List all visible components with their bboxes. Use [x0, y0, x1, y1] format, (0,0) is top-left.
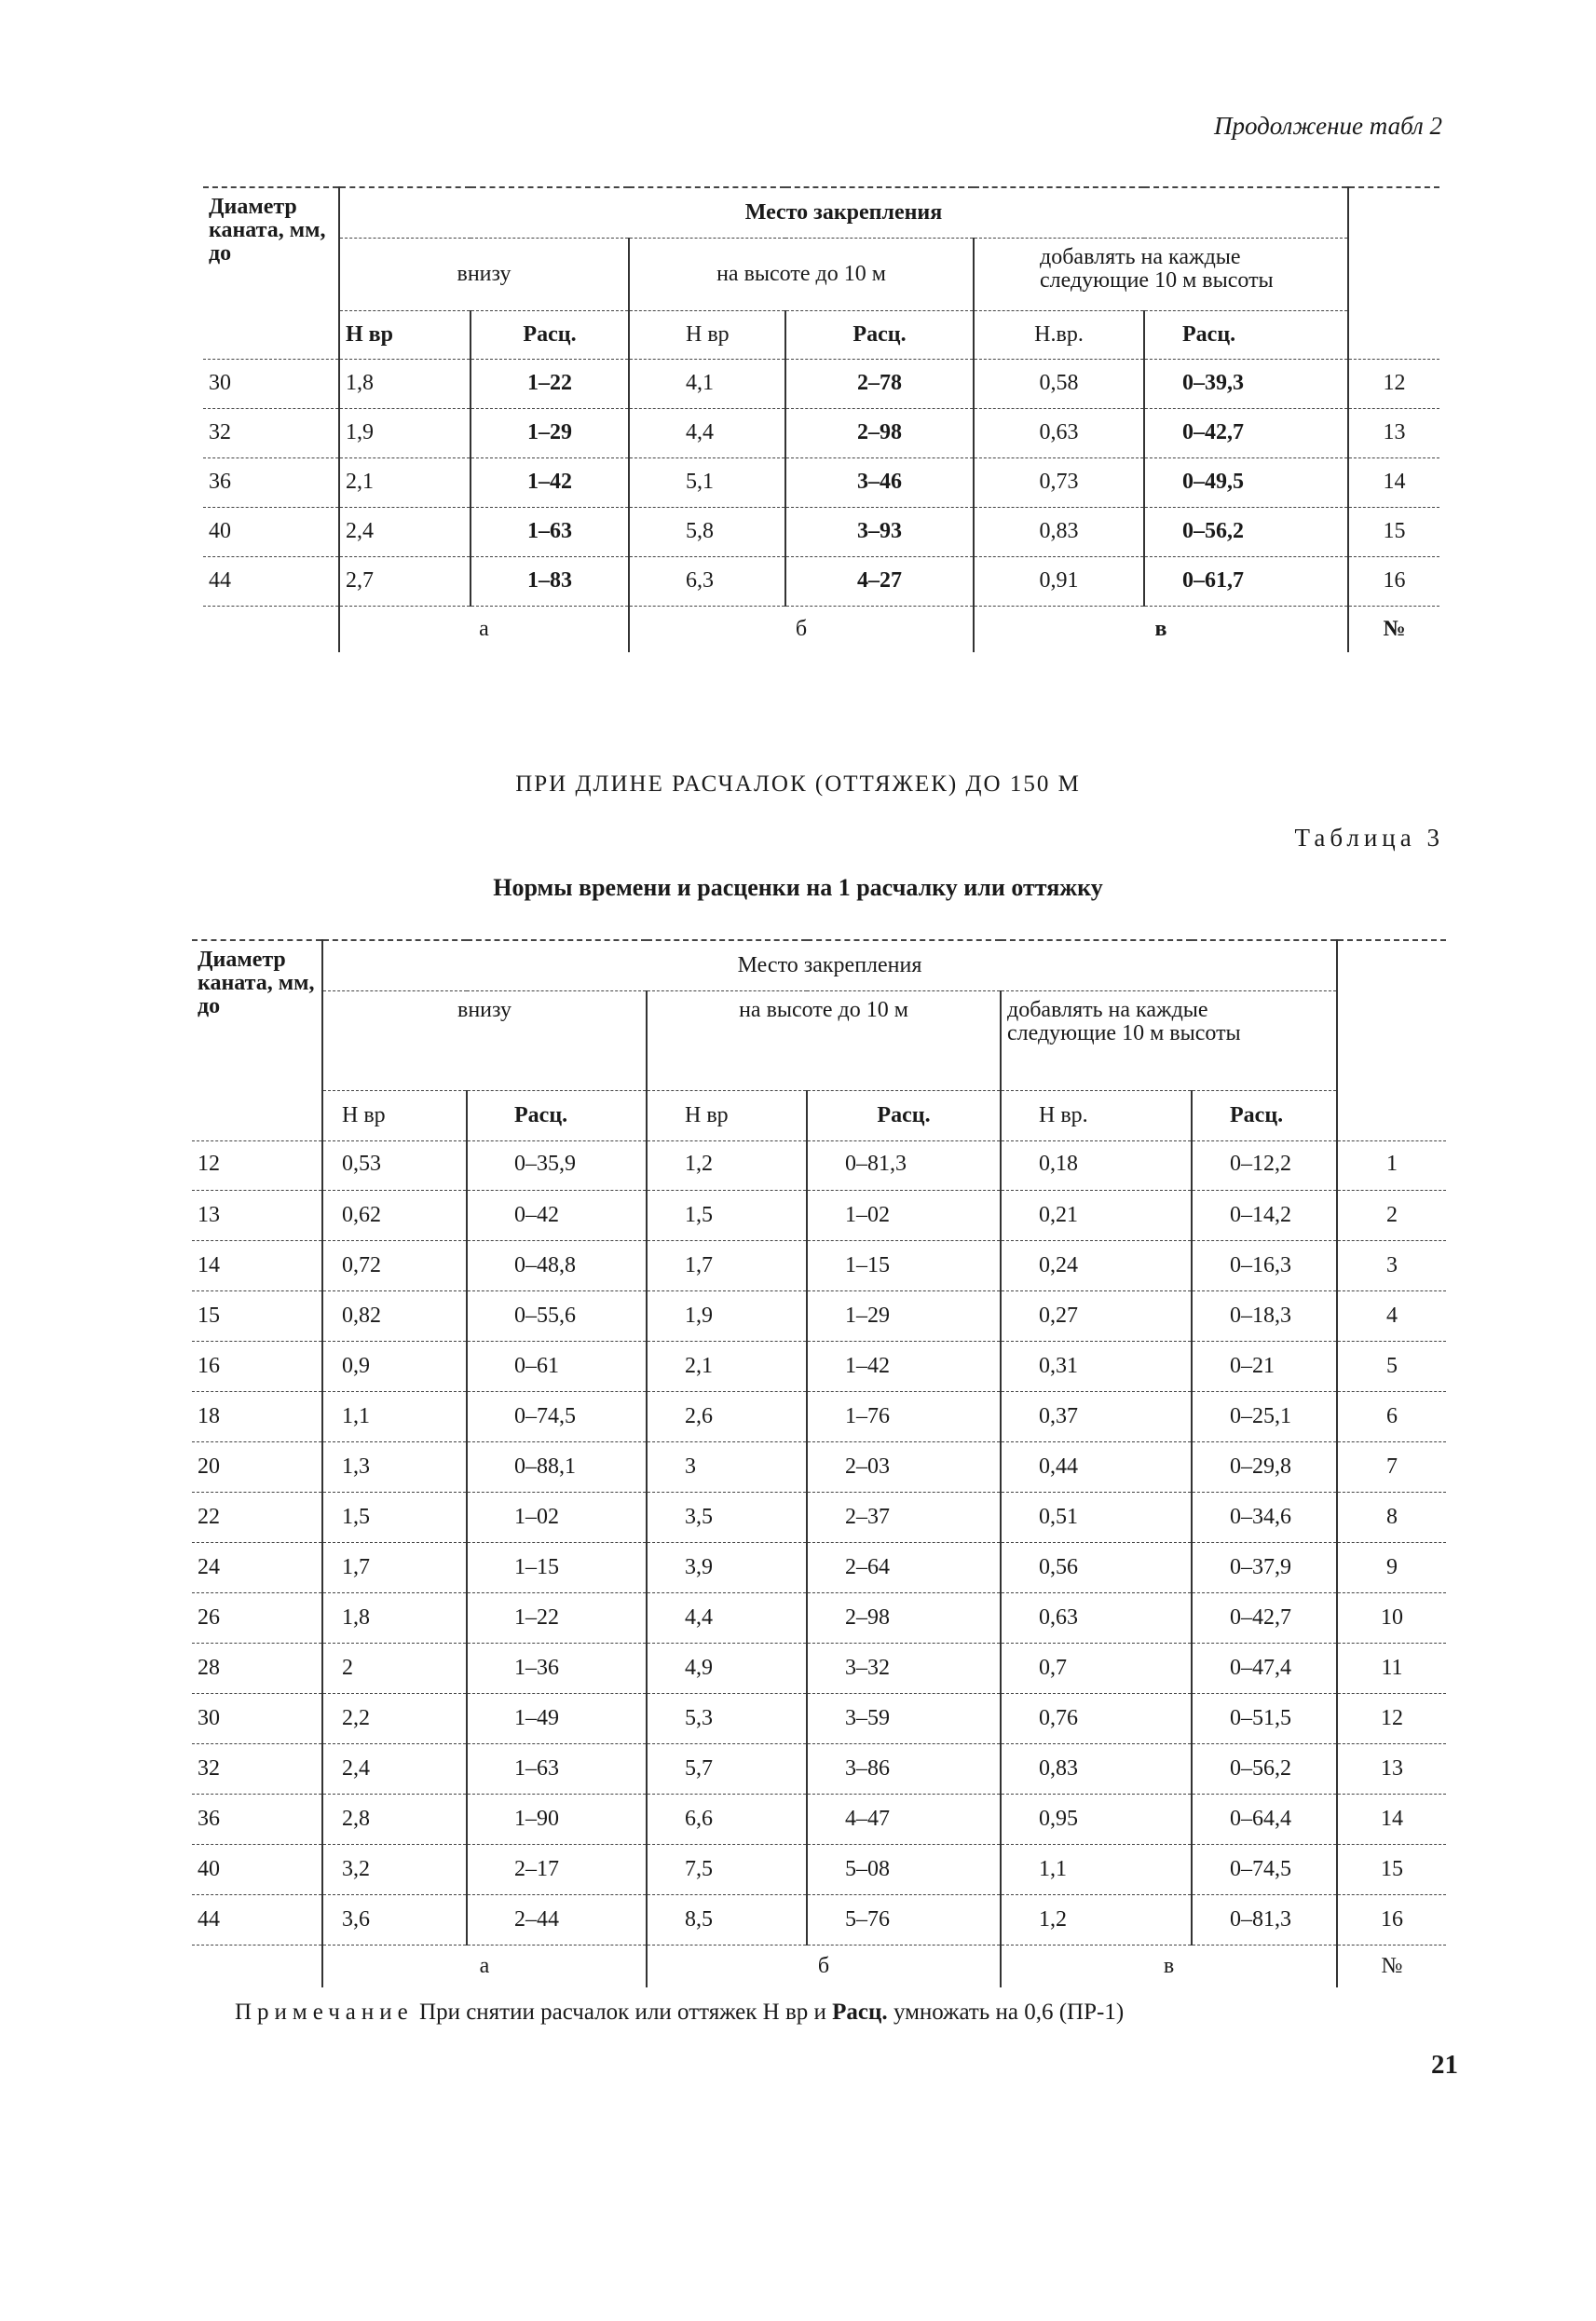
cell-diameter: 40: [192, 1844, 322, 1894]
footer-label: а: [339, 606, 629, 652]
cell-hvr: 0,76: [1001, 1693, 1192, 1743]
table-row: [203, 457, 1439, 507]
cell-rate: 1–29: [807, 1290, 1001, 1341]
table-row: [203, 507, 1439, 556]
cell-diameter: 36: [203, 457, 339, 507]
table-row: [192, 1592, 1446, 1643]
cell-hvr: 2,6: [647, 1391, 807, 1441]
cell-rate: 0–16,3: [1192, 1240, 1337, 1290]
cell-rate: 0–56,2: [1192, 1743, 1337, 1794]
cell-rate: 1–76: [807, 1391, 1001, 1441]
table-3: [192, 939, 1446, 1141]
cell-rate: 5–08: [807, 1844, 1001, 1894]
cell-rate: 0–61: [467, 1341, 647, 1391]
cell-rate: 0–12,2: [1192, 1140, 1337, 1190]
mounting-place-header: Место закрепления: [339, 187, 1348, 238]
cell-rate: 2–98: [807, 1592, 1001, 1643]
cell-rate: 3–46: [785, 457, 974, 507]
cell-diameter: 36: [192, 1794, 322, 1844]
cell-diameter: 28: [192, 1643, 322, 1693]
cell-rate: 0–18,3: [1192, 1290, 1337, 1341]
note-bold: Расц.: [832, 2000, 888, 2025]
cell-diameter: 44: [203, 556, 339, 606]
cell-row-number: 7: [1337, 1441, 1446, 1492]
cell-hvr: 0,83: [974, 507, 1144, 556]
subheader: Расц.: [1192, 1090, 1337, 1140]
cell-row-number: 2: [1337, 1190, 1446, 1240]
cell-rate: 0–49,5: [1144, 457, 1348, 507]
cell-rate: 0–35,9: [467, 1140, 647, 1190]
subheader: Н вр.: [1001, 1090, 1192, 1140]
note-text: При снятии расчалок или оттяжек Н вр и: [419, 2000, 826, 2025]
cell-hvr: 0,9: [322, 1341, 467, 1391]
cell-hvr: 1,2: [647, 1140, 807, 1190]
cell-rate: 0–48,8: [467, 1240, 647, 1290]
subheader: Н вр: [647, 1090, 807, 1140]
cell-hvr: 2,1: [339, 457, 471, 507]
cell-rate: 0–21: [1192, 1341, 1337, 1391]
footer-label: б: [647, 1945, 1001, 1987]
cell-rate: 1–63: [471, 507, 629, 556]
footer-label: №: [1381, 1953, 1403, 1978]
cell-hvr: 0,37: [1001, 1391, 1192, 1441]
cell-rate: 2–37: [807, 1492, 1001, 1542]
note-rest: умножать на 0,6 (ПР-1): [893, 2000, 1125, 2025]
cell-hvr: 2,4: [322, 1743, 467, 1794]
cell-rate: 1–42: [807, 1341, 1001, 1391]
table-row: [192, 1441, 1446, 1492]
cell-rate: 5–76: [807, 1894, 1001, 1945]
subheader: Расц.: [807, 1090, 1001, 1140]
cell-hvr: 0,63: [1001, 1592, 1192, 1643]
cell-rate: 1–42: [471, 457, 629, 507]
cell-hvr: 0,53: [322, 1140, 467, 1190]
table-row: [192, 1240, 1446, 1290]
cell-row-number: 6: [1337, 1391, 1446, 1441]
cell-hvr: 2: [322, 1643, 467, 1693]
cell-hvr: 0,21: [1001, 1190, 1192, 1240]
cell-hvr: 3,5: [647, 1492, 807, 1542]
cell-diameter: 15: [192, 1290, 322, 1341]
cell-hvr: 0,31: [1001, 1341, 1192, 1391]
subheader: Н вр: [339, 310, 471, 359]
cell-hvr: 1,3: [322, 1441, 467, 1492]
cell-row-number: 15: [1348, 507, 1439, 556]
cell-hvr: 0,72: [322, 1240, 467, 1290]
cell-diameter: 18: [192, 1391, 322, 1441]
subheader: Н вр: [629, 310, 785, 359]
cell-row-number: 13: [1337, 1743, 1446, 1794]
cell-row-number: 8: [1337, 1492, 1446, 1542]
table-label: Таблица 3: [1294, 824, 1444, 852]
cell-hvr: 2,8: [322, 1794, 467, 1844]
cell-hvr: 0,7: [1001, 1643, 1192, 1693]
table-row: [203, 556, 1439, 606]
cell-hvr: 1,2: [1001, 1894, 1192, 1945]
cell-row-number: 10: [1337, 1592, 1446, 1643]
table-row: [192, 1140, 1446, 1190]
cell-rate: 0–88,1: [467, 1441, 647, 1492]
group-each-10m: добавлять на каждые следующие 10 м высоты: [974, 238, 1348, 310]
table-row: [192, 1693, 1446, 1743]
cell-row-number: 4: [1337, 1290, 1446, 1341]
cell-rate: 1–15: [807, 1240, 1001, 1290]
cell-diameter: 12: [192, 1140, 322, 1190]
cell-rate: 0–55,6: [467, 1290, 647, 1341]
cell-hvr: 6,6: [647, 1794, 807, 1844]
cell-rate: 3–59: [807, 1693, 1001, 1743]
cell-row-number: 12: [1348, 359, 1439, 408]
cell-diameter: 13: [192, 1190, 322, 1240]
table-row: [192, 1844, 1446, 1894]
cell-hvr: 1,1: [1001, 1844, 1192, 1894]
cell-rate: 0–61,7: [1144, 556, 1348, 606]
cell-diameter: 22: [192, 1492, 322, 1542]
cell-rate: 1–36: [467, 1643, 647, 1693]
cell-hvr: 3,2: [322, 1844, 467, 1894]
group-height-10m: на высоте до 10 м: [629, 238, 974, 310]
cell-row-number: 11: [1337, 1643, 1446, 1693]
cell-rate: 3–32: [807, 1643, 1001, 1693]
cell-rate: 2–17: [467, 1844, 647, 1894]
cell-rate: 0–81,3: [1192, 1894, 1337, 1945]
cell-hvr: 1,7: [322, 1542, 467, 1592]
group-bottom: внизу: [322, 990, 647, 1090]
cell-hvr: 8,5: [647, 1894, 807, 1945]
note: [235, 2000, 1124, 2026]
subheader: Расц.: [467, 1090, 647, 1140]
group-height-10m: на высоте до 10 м: [647, 990, 1001, 1090]
cell-diameter: 32: [203, 408, 339, 457]
note-prefix: Примечание: [235, 2000, 414, 2025]
cell-rate: 2–64: [807, 1542, 1001, 1592]
table-row: [192, 1391, 1446, 1441]
cell-rate: 0–81,3: [807, 1140, 1001, 1190]
cell-row-number: 9: [1337, 1542, 1446, 1592]
cell-row-number: 15: [1337, 1844, 1446, 1894]
footer-label: в: [1001, 1945, 1337, 1987]
cell-diameter: 20: [192, 1441, 322, 1492]
cell-hvr: 1,8: [322, 1592, 467, 1643]
table-row: [192, 1743, 1446, 1794]
cell-hvr: 2,2: [322, 1693, 467, 1743]
group-each-10m: добавлять на каждые следующие 10 м высоты: [1001, 990, 1337, 1090]
table-row: [192, 1643, 1446, 1693]
cell-hvr: 2,4: [339, 507, 471, 556]
cell-rate: 0–29,8: [1192, 1441, 1337, 1492]
cell-diameter: 30: [203, 359, 339, 408]
cell-hvr: 1,7: [647, 1240, 807, 1290]
cell-rate: 2–44: [467, 1894, 647, 1945]
cell-rate: 1–02: [467, 1492, 647, 1542]
cell-row-number: 14: [1348, 457, 1439, 507]
cell-hvr: 0,18: [1001, 1140, 1192, 1190]
cell-rate: 3–86: [807, 1743, 1001, 1794]
cell-hvr: 4,4: [647, 1592, 807, 1643]
cell-hvr: 0,56: [1001, 1542, 1192, 1592]
cell-rate: 1–49: [467, 1693, 647, 1743]
cell-row-number: 3: [1337, 1240, 1446, 1290]
cell-rate: 2–78: [785, 359, 974, 408]
cell-diameter: 14: [192, 1240, 322, 1290]
cell-rate: 1–29: [471, 408, 629, 457]
table-row: [192, 1341, 1446, 1391]
table-row: [192, 1492, 1446, 1542]
cell-rate: 0–14,2: [1192, 1190, 1337, 1240]
footer-label: а: [322, 1945, 647, 1987]
cell-hvr: 4,1: [629, 359, 785, 408]
cell-hvr: 2,1: [647, 1341, 807, 1391]
cell-row-number: 12: [1337, 1693, 1446, 1743]
cell-rate: 1–90: [467, 1794, 647, 1844]
subheader: Расц.: [785, 310, 974, 359]
mounting-place-header: Место закрепления: [322, 940, 1337, 990]
cell-hvr: 3: [647, 1441, 807, 1492]
cell-hvr: 0,44: [1001, 1441, 1192, 1492]
table-footer-row: [203, 606, 1439, 652]
cell-hvr: 3,9: [647, 1542, 807, 1592]
cell-hvr: 5,7: [647, 1743, 807, 1794]
diameter-header: Диаметр каната, мм, до: [203, 187, 339, 359]
table-row: [192, 1190, 1446, 1240]
cell-hvr: 0,91: [974, 556, 1144, 606]
cell-rate: 0–42: [467, 1190, 647, 1240]
cell-hvr: 1,1: [322, 1391, 467, 1441]
continuation-label: Продолжение табл 2: [1213, 112, 1442, 140]
table-2: [203, 186, 1439, 652]
cell-hvr: 0,63: [974, 408, 1144, 457]
cell-diameter: 16: [192, 1341, 322, 1391]
cell-rate: 0–47,4: [1192, 1643, 1337, 1693]
cell-hvr: 0,95: [1001, 1794, 1192, 1844]
cell-rate: 1–63: [467, 1743, 647, 1794]
cell-rate: 0–56,2: [1144, 507, 1348, 556]
cell-rate: 1–15: [467, 1542, 647, 1592]
footer-label: №: [1383, 616, 1406, 641]
section-title: ПРИ ДЛИНЕ РАСЧАЛОК (ОТТЯЖЕК) ДО 150 М: [515, 771, 1081, 797]
diameter-header: Диаметр каната, мм, до: [192, 940, 322, 1140]
cell-hvr: 0,73: [974, 457, 1144, 507]
cell-row-number: 16: [1337, 1894, 1446, 1945]
subheader: Н.вр.: [974, 310, 1144, 359]
subheader: Расц.: [471, 310, 629, 359]
cell-rate: 1–22: [471, 359, 629, 408]
cell-hvr: 0,83: [1001, 1743, 1192, 1794]
cell-hvr: 0,24: [1001, 1240, 1192, 1290]
group-bottom: внизу: [339, 238, 629, 310]
subheader: Н вр: [322, 1090, 467, 1140]
cell-hvr: 3,6: [322, 1894, 467, 1945]
cell-hvr: 4,9: [647, 1643, 807, 1693]
table-caption: Нормы времени и расценки на 1 расчалку или оттяжку: [493, 874, 1103, 901]
table-row: [192, 1894, 1446, 1945]
cell-rate: 0–51,5: [1192, 1693, 1337, 1743]
cell-row-number: 13: [1348, 408, 1439, 457]
cell-rate: 2–03: [807, 1441, 1001, 1492]
table-row: [192, 1542, 1446, 1592]
cell-hvr: 1,5: [647, 1190, 807, 1240]
table-row: [192, 1794, 1446, 1844]
cell-hvr: 1,9: [339, 408, 471, 457]
subheader: Расц.: [1144, 310, 1348, 359]
cell-row-number: 1: [1337, 1140, 1446, 1190]
cell-hvr: 2,7: [339, 556, 471, 606]
cell-rate: 0–74,5: [467, 1391, 647, 1441]
cell-rate: 0–42,7: [1192, 1592, 1337, 1643]
cell-row-number: 14: [1337, 1794, 1446, 1844]
cell-hvr: 6,3: [629, 556, 785, 606]
footer-label: в: [974, 606, 1348, 652]
cell-rate: 0–25,1: [1192, 1391, 1337, 1441]
cell-rate: 1–22: [467, 1592, 647, 1643]
cell-hvr: 5,3: [647, 1693, 807, 1743]
cell-hvr: 0,82: [322, 1290, 467, 1341]
cell-hvr: 1,5: [322, 1492, 467, 1542]
table-row: [203, 408, 1439, 457]
cell-rate: 4–47: [807, 1794, 1001, 1844]
cell-row-number: 5: [1337, 1341, 1446, 1391]
cell-hvr: 4,4: [629, 408, 785, 457]
cell-hvr: 0,27: [1001, 1290, 1192, 1341]
cell-diameter: 40: [203, 507, 339, 556]
cell-hvr: 1,9: [647, 1290, 807, 1341]
cell-row-number: 16: [1348, 556, 1439, 606]
cell-hvr: 5,1: [629, 457, 785, 507]
table-3-body: [192, 1140, 1446, 1987]
cell-rate: 0–74,5: [1192, 1844, 1337, 1894]
cell-rate: 0–39,3: [1144, 359, 1348, 408]
cell-diameter: 32: [192, 1743, 322, 1794]
cell-hvr: 5,8: [629, 507, 785, 556]
cell-hvr: 0,62: [322, 1190, 467, 1240]
cell-rate: 0–37,9: [1192, 1542, 1337, 1592]
cell-diameter: 24: [192, 1542, 322, 1592]
cell-rate: 0–42,7: [1144, 408, 1348, 457]
cell-hvr: 0,58: [974, 359, 1144, 408]
table-row: [203, 359, 1439, 408]
cell-diameter: 26: [192, 1592, 322, 1643]
cell-rate: 3–93: [785, 507, 974, 556]
footer-label: б: [629, 606, 974, 652]
cell-rate: 0–64,4: [1192, 1794, 1337, 1844]
cell-rate: 0–34,6: [1192, 1492, 1337, 1542]
cell-rate: 1–02: [807, 1190, 1001, 1240]
table-row: [192, 1290, 1446, 1341]
cell-rate: 2–98: [785, 408, 974, 457]
cell-diameter: 44: [192, 1894, 322, 1945]
page-number: 21: [1431, 2050, 1458, 2080]
table-footer-row: [192, 1945, 1446, 1987]
cell-hvr: 0,51: [1001, 1492, 1192, 1542]
cell-diameter: 30: [192, 1693, 322, 1743]
cell-hvr: 7,5: [647, 1844, 807, 1894]
cell-hvr: 1,8: [339, 359, 471, 408]
cell-rate: 1–83: [471, 556, 629, 606]
cell-rate: 4–27: [785, 556, 974, 606]
